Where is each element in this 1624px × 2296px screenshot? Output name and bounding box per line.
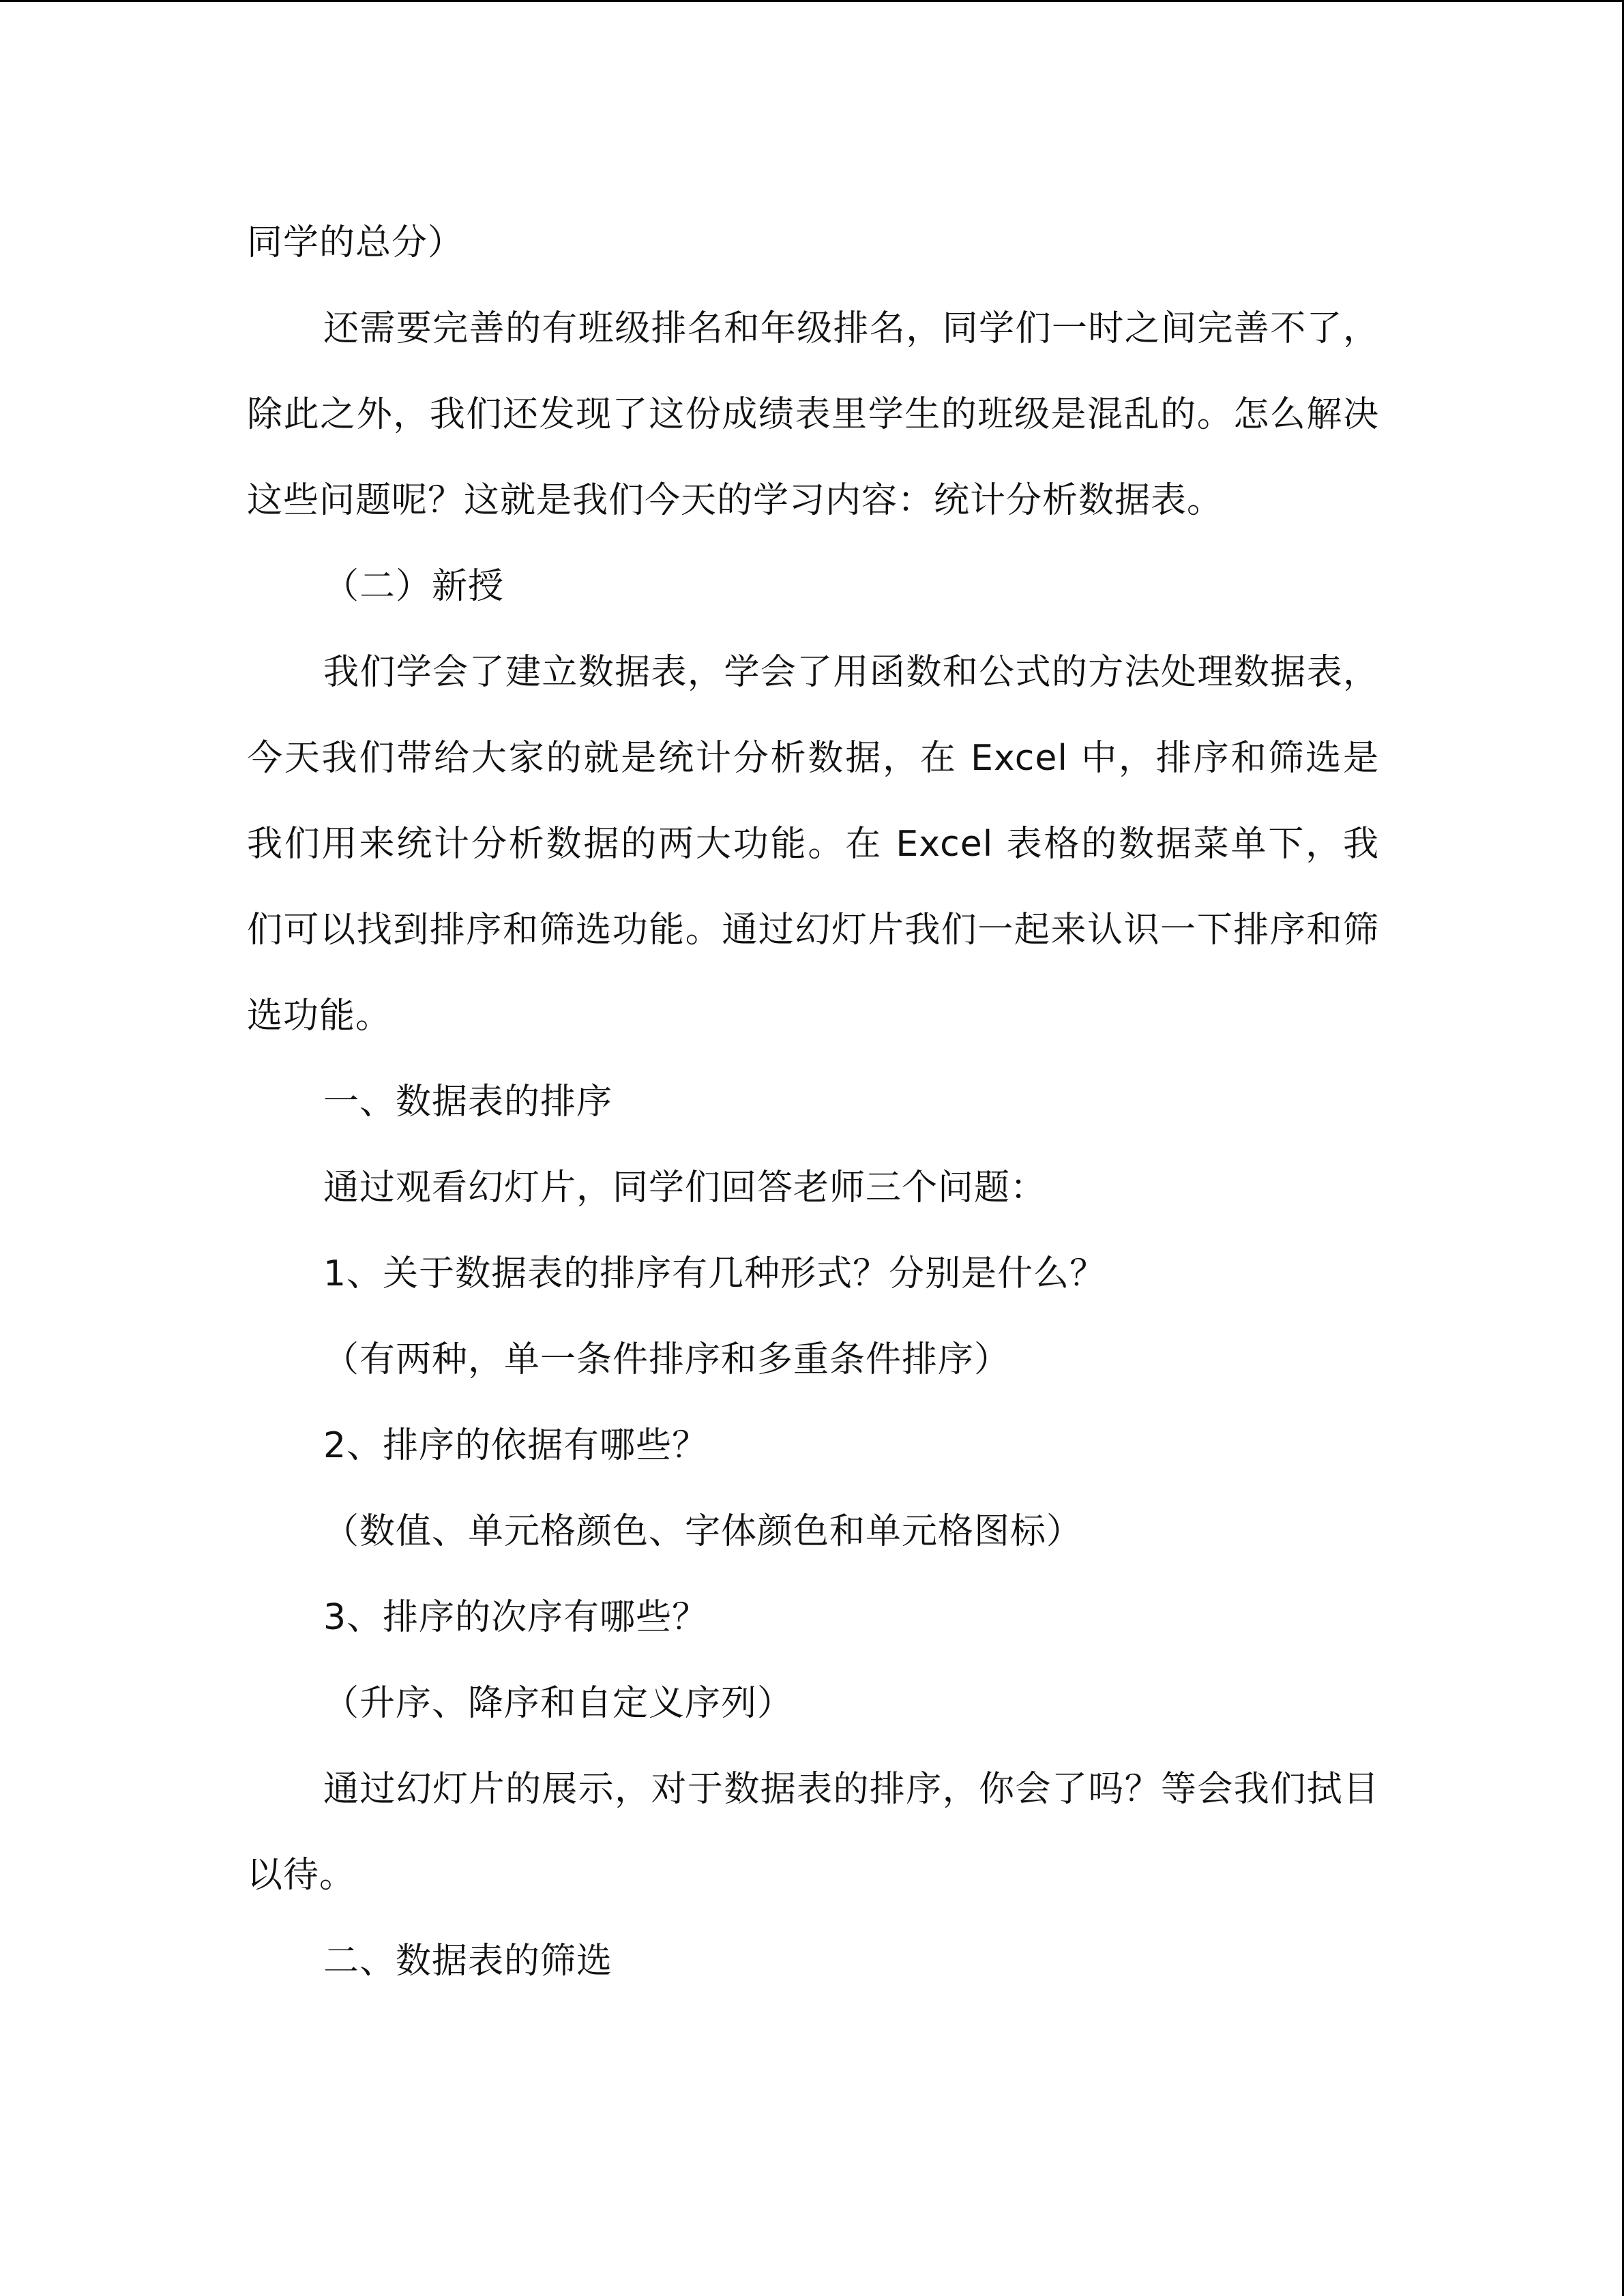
paragraph-6: 通过观看幻灯片，同学们回答老师三个问题： [323,1167,1047,1208]
document-body [247,200,1379,2004]
paragraph-14: 二、数据表的筛选 [323,1941,613,1982]
paragraph-1: 同学的总分） [247,222,464,263]
paragraph-2: 还需要完善的有班级排名和年级排名，同学们一时之间完善不了，除此之外，我们还发现了这份成绩表里学生的班级是混乱的。怎么解决这些问题呢？这就是我们今天的学习内容：统计分析数据表。 [247,308,1379,521]
paragraph-7: 1、关于数据表的排序有几种形式？分别是什么？ [323,1253,1106,1294]
paragraph-9: 2、排序的依据有哪些？ [323,1425,709,1466]
paragraph-5: 一、数据表的排序 [323,1082,613,1122]
paragraph-10: （数值、单元格颜色、字体颜色和单元格图标） [323,1511,1083,1552]
paragraph-12: （升序、降序和自定义序列） [323,1683,794,1724]
paragraph-4: 我们学会了建立数据表，学会了用函数和公式的方法处理数据表，今天我们带给大家的就是统计分析数据，在 Excel 中，排序和筛选是我们用来统计分析数据的两大功能。在 Excel 表格的数据菜单下，我们可以找到排序和筛选功能。通过幻灯片我们一起来认识一下排序和筛选功能。 [247,652,1379,1037]
paragraph-11: 3、排序的次序有哪些？ [323,1597,709,1638]
paragraph-13: 通过幻灯片的展示，对于数据表的排序，你会了吗？等会我们拭目以待。 [247,1769,1379,1896]
paragraph-3: （二）新授 [323,566,505,607]
paragraph-8: （有两种，单一条件排序和多重条件排序） [323,1339,1011,1380]
